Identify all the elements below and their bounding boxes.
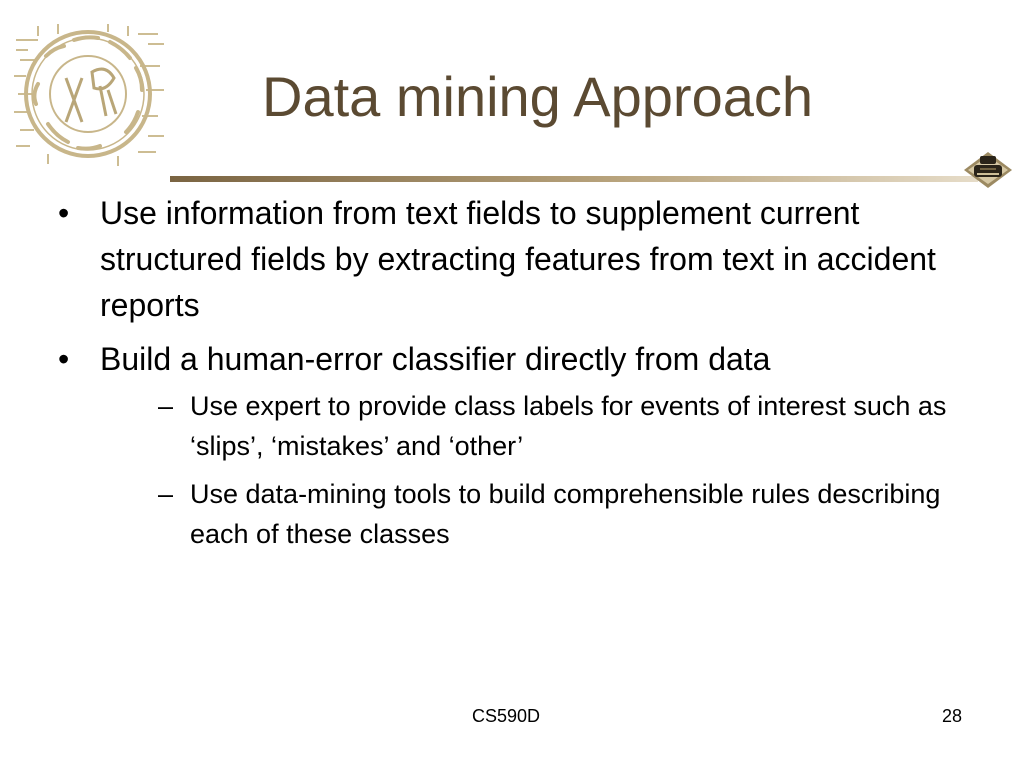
sub-bullet-marker: – (158, 391, 174, 421)
slide-title: Data mining Approach (262, 65, 814, 128)
sub-bullet-item (144, 386, 976, 466)
title-divider (170, 170, 978, 178)
bullet-text: Use information from text fields to supplement current structured fields by extracting features from text in accident reports (100, 195, 936, 323)
bullet-item (56, 336, 976, 554)
university-seal-logo (8, 20, 168, 168)
sub-bullet-list (100, 386, 976, 554)
purdue-emblem-logo (960, 146, 1016, 192)
bullet-marker: • (58, 195, 70, 231)
slide-number: 28 (942, 706, 963, 726)
sub-bullet-text: Use data-mining tools to build comprehensible rules describing each of these classes (190, 479, 941, 549)
sub-bullet-item (144, 474, 976, 554)
footer-course-label: CS590D (472, 706, 541, 726)
sub-bullet-text: Use expert to provide class labels for events of interest such as ‘slips’, ‘mistakes’ and ‘other’ (190, 391, 947, 461)
bullet-marker: • (58, 341, 70, 377)
bullet-list (56, 190, 976, 562)
sub-bullet-marker: – (158, 479, 174, 509)
bullet-text: Build a human-error classifier directly from data (100, 341, 771, 377)
bullet-item (56, 190, 976, 328)
